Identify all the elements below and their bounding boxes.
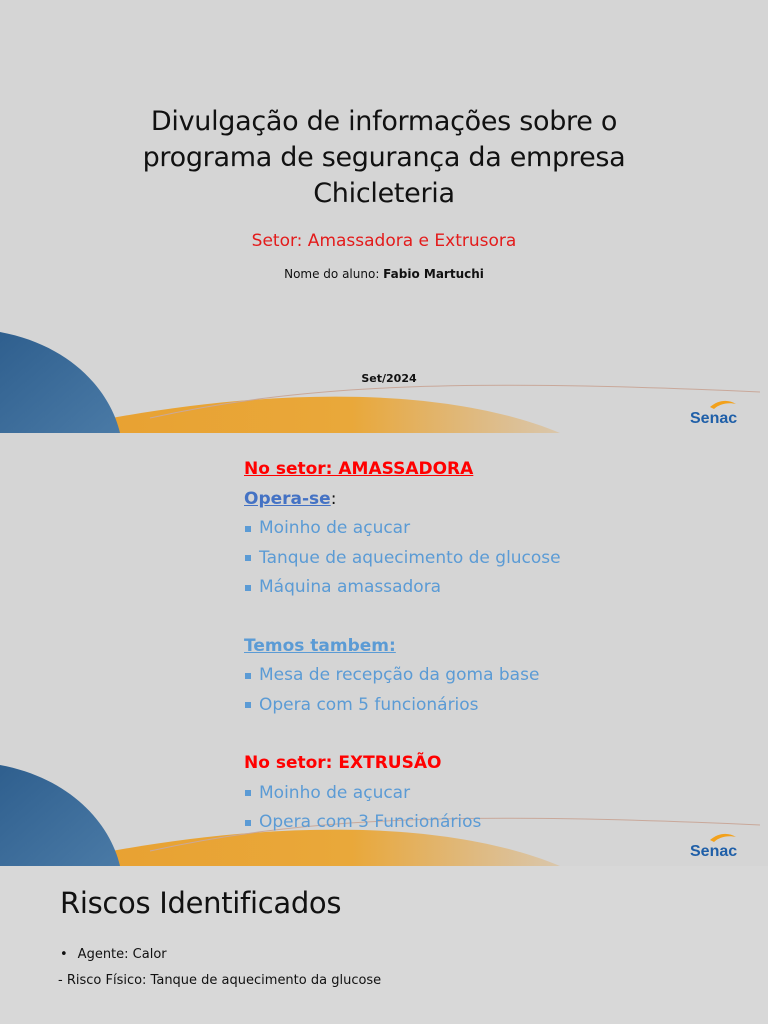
list-item [244, 691, 561, 721]
list-item [244, 544, 561, 574]
list-item [244, 808, 561, 838]
list-item [244, 661, 561, 691]
list-item-text: Opera com 3 Funcionários [259, 812, 482, 832]
cover-sector: Setor: Amassadora e Extrusora [251, 231, 517, 251]
opera-heading [244, 485, 561, 515]
bullet-square-icon [245, 820, 251, 826]
risks-title: Riscos Identificados [60, 886, 342, 920]
bullet-square-icon [245, 526, 251, 532]
list-item-text: Opera com 5 funcionários [259, 694, 479, 715]
bullet-square-icon [245, 555, 251, 561]
list-item-text: Mesa de recepção da goma base [259, 665, 540, 685]
bullet-square-icon [245, 585, 251, 591]
student-label: Nome do aluno: [284, 267, 384, 281]
list-item [244, 514, 561, 544]
senac-logo [688, 398, 752, 428]
list-item [244, 573, 561, 603]
cover-title-line-3: Chicleteria [313, 178, 455, 209]
bullet-dot-icon: • [60, 947, 68, 962]
risk-bullet [60, 947, 167, 962]
opera-label: Opera-se [244, 488, 331, 509]
slide-risks [0, 866, 768, 1024]
senac-logo-text: Senac [690, 410, 738, 427]
slide-sectors [0, 433, 768, 866]
slide-cover [0, 0, 768, 433]
list-item-text: Moinho de açucar [259, 782, 411, 803]
risk-physical: - Risco Físico: Tanque de aquecimento da glucose [58, 973, 382, 988]
opera-colon: : [330, 488, 337, 509]
senac-logo [688, 831, 752, 861]
decorative-swoosh [0, 0, 768, 433]
heading-extrusao: No setor: EXTRUSÃO [244, 753, 442, 773]
cover-date: Set/2024 [361, 372, 417, 385]
list-item-text: Moinho de açucar [259, 518, 411, 538]
heading-amassadora: No setor: AMASSADORA [244, 459, 474, 479]
list-item-text: Máquina amassadora [259, 577, 442, 597]
list-item-text: Tanque de aquecimento de glucose [259, 547, 561, 568]
senac-logo-text: Senac [690, 843, 738, 860]
cover-title-line-2: programa de segurança da empresa [142, 142, 626, 173]
risk-agent: Agente: Calor [77, 947, 167, 962]
bullet-square-icon [245, 702, 251, 708]
cover-student [0, 267, 768, 281]
sectors-content [244, 455, 561, 838]
bullet-square-icon [245, 790, 251, 796]
bullet-square-icon [245, 673, 251, 679]
list-item [244, 779, 561, 809]
cover-title-line-1: Divulgação de informações sobre o [150, 106, 618, 137]
temos-heading: Temos tambem: [244, 635, 396, 656]
student-name: Fabio Martuchi [383, 267, 484, 281]
cover-title [0, 104, 768, 212]
